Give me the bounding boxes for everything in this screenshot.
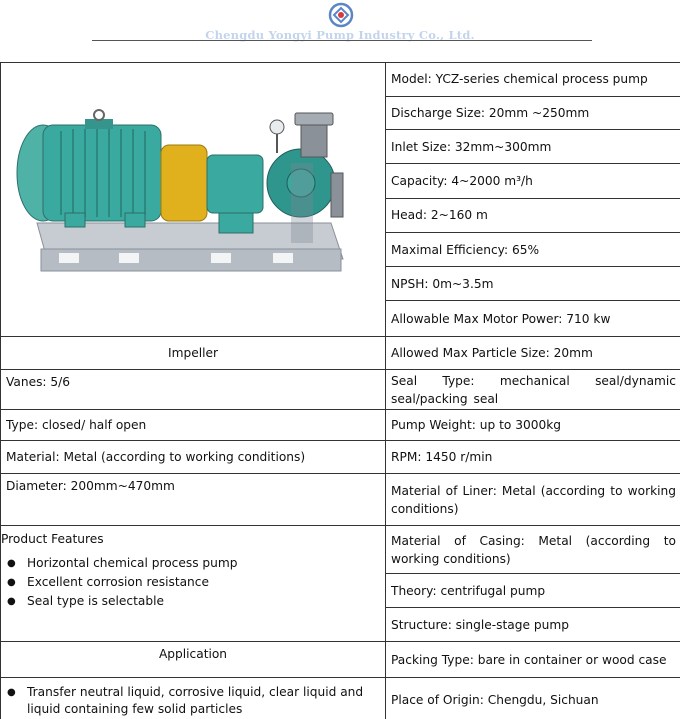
spec-particle-size: Allowed Max Particle Size: 20mm: [386, 337, 680, 370]
spec-structure: Structure: single-stage pump: [386, 608, 680, 642]
feature-item: ● Excellent corrosion resistance: [6, 573, 385, 592]
company-logo-icon: [328, 2, 354, 28]
centrifugal-pump-photo-icon: [1, 63, 386, 331]
product-features-heading: Product Features: [1, 532, 104, 546]
spec-efficiency: Maximal Efficiency: 65%: [386, 232, 680, 267]
application-text: ● Transfer neutral liquid, corrosive liquid, clear liquid and liquid containing few solid particles: [1, 684, 385, 718]
application-cell: [1, 678, 386, 719]
spec-theory: Theory: centrifugal pump: [386, 574, 680, 608]
spec-model: Model: YCZ-series chemical process pump: [386, 63, 680, 97]
spec-rpm: RPM: 1450 r/min: [386, 441, 680, 474]
spec-motor-power: Allowable Max Motor Power: 710 kw: [386, 301, 680, 337]
spec-liner-material: Material of Liner: Metal (according to working conditions): [386, 474, 680, 526]
spec-packing-type: Packing Type: bare in container or wood case: [386, 642, 680, 678]
spec-discharge-size: Discharge Size: 20mm ~250mm: [386, 96, 680, 130]
feature-item: ● Seal type is selectable: [6, 592, 385, 611]
impeller-material: Material: Metal (according to working conditions): [1, 441, 386, 474]
spec-casing-material: Material of Casing: Metal (according to working conditions): [386, 526, 680, 574]
pump-photo-cell: [1, 63, 386, 337]
application-heading: Application: [1, 642, 386, 678]
spec-place-of-origin: Place of Origin: Chengdu, Sichuan: [386, 678, 680, 719]
company-name: Chengdu Yongyi Pump Industry Co., Ltd.: [205, 28, 475, 42]
feature-item: ● Horizontal chemical process pump: [6, 554, 385, 573]
spec-pump-weight: Pump Weight: up to 3000kg: [386, 410, 680, 441]
impeller-heading: Impeller: [1, 337, 386, 370]
page-header: [0, 0, 680, 62]
features-list: [1, 548, 385, 611]
product-features-cell: [1, 526, 386, 642]
spec-capacity: Capacity: 4~2000 m³/h: [386, 164, 680, 199]
spec-table: [0, 62, 680, 719]
spec-npsh: NPSH: 0m~3.5m: [386, 267, 680, 301]
spec-head: Head: 2~160 m: [386, 198, 680, 232]
impeller-diameter: Diameter: 200mm~470mm: [1, 474, 386, 526]
header-rule: [92, 40, 592, 41]
impeller-vanes: Vanes: 5/6: [1, 370, 386, 410]
spec-seal-type: Seal Type: mechanical seal/dynamic seal/packing seal: [386, 370, 680, 410]
impeller-type: Type: closed/ half open: [1, 410, 386, 441]
spec-inlet-size: Inlet Size: 32mm~300mm: [386, 130, 680, 164]
